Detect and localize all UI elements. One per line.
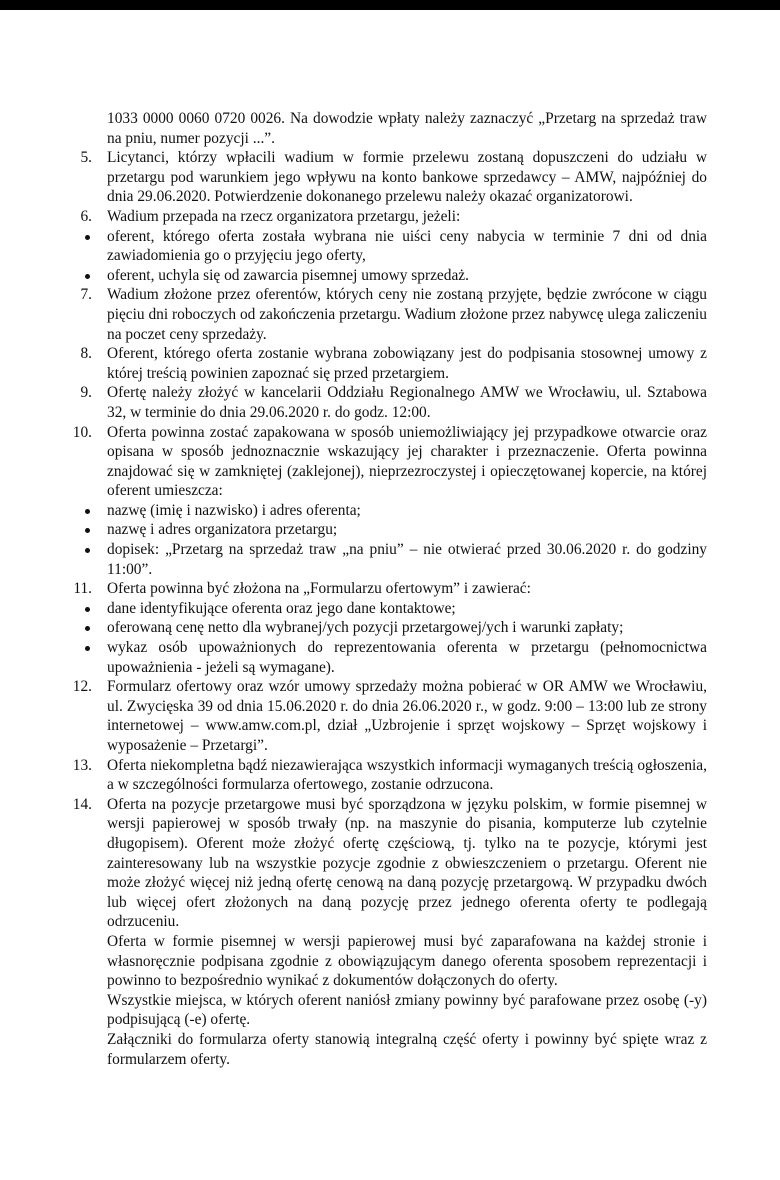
list-text: Wadium złożone przez oferentów, których ceny nie zostaną przyjęte, będzie zwrócone w ciągu pięciu dni roboczych od zakończenia przetargu. Wadium złożone przez nabywcę ulega zaliczeniu na poczet ceny sprzedaży. (107, 286, 707, 343)
list-item-13 (72, 756, 707, 795)
list-text: Licytanci, którzy wpłacili wadium w formie przelewu zostaną dopuszczeni do udziału w przetargu pod warunkiem jego wpływu na konto bankowe sprzedawcy – AMW, najpóźniej do dnia 29.06.2020. Potwierdzenie dokonanego przelewu należy okazać organizatorowi. (107, 149, 707, 206)
bullet-icon (85, 528, 90, 533)
bullet-item (107, 638, 707, 677)
item-14-paragraph: Załączniki do formularza oferty stanowią integralną część oferty i powinny być spięte wraz z formularzem oferty. (107, 1030, 707, 1068)
list-text: Oferent, którego oferta zostanie wybrana zobowiązany jest do podpisania stosownej umowy z której treścią powinien zapoznać się przed przetargiem. (107, 345, 707, 382)
bullet-text: nazwę (imię i nazwisko) i adres oferenta; (107, 501, 361, 519)
bullet-text: dane identyfikujące oferenta oraz jego dane kontaktowe; (107, 599, 456, 617)
bullet-text: nazwę i adres organizatora przetargu; (107, 521, 338, 539)
item-14-paragraph: Wszystkie miejsca, w których oferent naniósł zmiany powinny być parafowane przez osobę (-y) podpisującą (-e) ofertę. (107, 991, 707, 1029)
list-number: 8. (80, 345, 92, 363)
bullet-icon (85, 509, 90, 514)
status-bar (0, 0, 780, 10)
list-number: 9. (80, 384, 92, 402)
bullet-item (107, 540, 707, 579)
list-number: 14. (72, 795, 92, 813)
list-item-10 (72, 423, 707, 501)
list-number: 12. (72, 678, 92, 696)
bullet-text: dopisek: „Przetarg na sprzedaż traw „na pniu” – nie otwierać przed 30.06.2020 r. do godziny 11:00”. (107, 541, 707, 578)
list-text: Oferta powinna zostać zapakowana w sposób uniemożliwiający jej przypadkowe otwarcie oraz opisana w sposób jednoznacznie wskazujący jej charakter i przeznaczenie. Oferta powinna znajdować się w zamkniętej (zaklejonej), nieprzezroczystej i opieczętowanej kopercie, na której oferent umieszcza: (107, 423, 707, 500)
list-item-11 (73, 579, 707, 599)
list-item-8 (80, 344, 707, 383)
list-text: Oferta powinna być złożona na „Formularzu ofertowym” i zawierać: (107, 580, 531, 598)
bullet-icon (85, 548, 90, 553)
bullet-item (107, 227, 707, 266)
list-text: Oferta niekompletna bądź niezawierająca wszystkich informacji wymaganych treścią ogłoszenia, a w szczególności formularza ofertowego, zostanie odrzucona. (107, 756, 707, 794)
document-content (72, 109, 707, 1069)
item-14-paragraph: Oferta w formie pisemnej w wersji papierowej musi być zaparafowana na każdej stronie i własnoręcznie podpisana zgodnie z obowiązującym danego oferenta sposobem reprezentacji i powinno to bezpośrednio wynikać z dokumentów dołączonych do oferty. (107, 932, 707, 990)
list-item-6 (80, 207, 707, 227)
bullet-icon (85, 607, 90, 612)
bullet-icon (85, 646, 90, 651)
list-number: 6. (80, 207, 92, 225)
bullet-text: wykaz osób upoważnionych do reprezentowania oferenta w przetargu (pełnomocnictwa upoważnienia - jeżeli są wymagane). (107, 639, 707, 676)
bullet-icon (85, 274, 90, 279)
bullet-item (107, 520, 707, 540)
list-text: Oferta na pozycje przetargowe musi być sporządzona w języku polskim, w formie pisemnej w wersji papierowej w sposób trwały (np. na maszynie do pisania, komputerze lub czytelnie długopisem). Oferent może złożyć ofertę częściową, tj. tylko na te pozycje, którymi jest zainteresowany lub na wszystkie pozycje zgodnie z obwieszczeniem o przetargu. Oferent nie może złożyć więcej niż jedną ofertę cenową na daną pozycję przetargową. W przypadku dwóch lub więcej ofert złożonych na daną pozycję przez jednego oferenta oferty te podlegają odrzuceniu. (107, 795, 707, 931)
bullet-text: oferent, którego oferta została wybrana nie uiści ceny nabycia w terminie 7 dni od dnia zawiadomienia go o przyjęciu jego oferty, (107, 227, 707, 265)
list-number: 10. (72, 423, 92, 441)
list-number: 5. (80, 149, 92, 167)
list-number: 11. (73, 580, 92, 598)
list-item-9 (80, 383, 707, 422)
list-item-7 (80, 285, 707, 344)
bullet-icon (85, 626, 90, 631)
list-number: 7. (80, 286, 92, 304)
bullet-item (107, 599, 707, 619)
list-number: 13. (72, 756, 92, 774)
bullet-item (107, 266, 707, 286)
list-text: Wadium przepada na rzecz organizatora przetargu, jeżeli: (107, 207, 461, 225)
intro-paragraph: 1033 0000 0060 0720 0026. Na dowodzie wpłaty należy zaznaczyć „Przetarg na sprzedaż traw na pniu, numer pozycji ...”. (107, 110, 707, 147)
list-text: Formularz ofertowy oraz wzór umowy sprzedaży można pobierać w OR AMW we Wrocławiu, ul. Zwycięska 39 od dnia 15.06.2020 r. do dnia 26.06.2020 r., w godz. 9:00 – 13:00 lub ze strony internetowej – www.amw.com.pl, dział „Uzbrojenie i sprzęt wojskowy – Sprzęt wojskowy i wyposażenie – Przetargi”. (107, 678, 707, 754)
list-item-5 (80, 148, 707, 207)
list-text: Ofertę należy złożyć w kancelarii Oddziału Regionalnego AMW we Wrocławiu, ul. Sztabowa 32, w terminie do dnia 29.06.2020 r. do godz. 12:00. (107, 384, 707, 421)
bullet-text: oferowaną cenę netto dla wybranej/ych pozycji przetargowej/ych i warunki zapłaty; (107, 619, 624, 637)
bullet-item (107, 618, 707, 638)
list-item-14 (72, 795, 707, 932)
bullet-text: oferent, uchyla się od zawarcia pisemnej umowy sprzedaż. (107, 266, 469, 284)
list-item-12 (72, 677, 707, 755)
bullet-icon (85, 235, 90, 240)
bullet-item (107, 501, 707, 521)
